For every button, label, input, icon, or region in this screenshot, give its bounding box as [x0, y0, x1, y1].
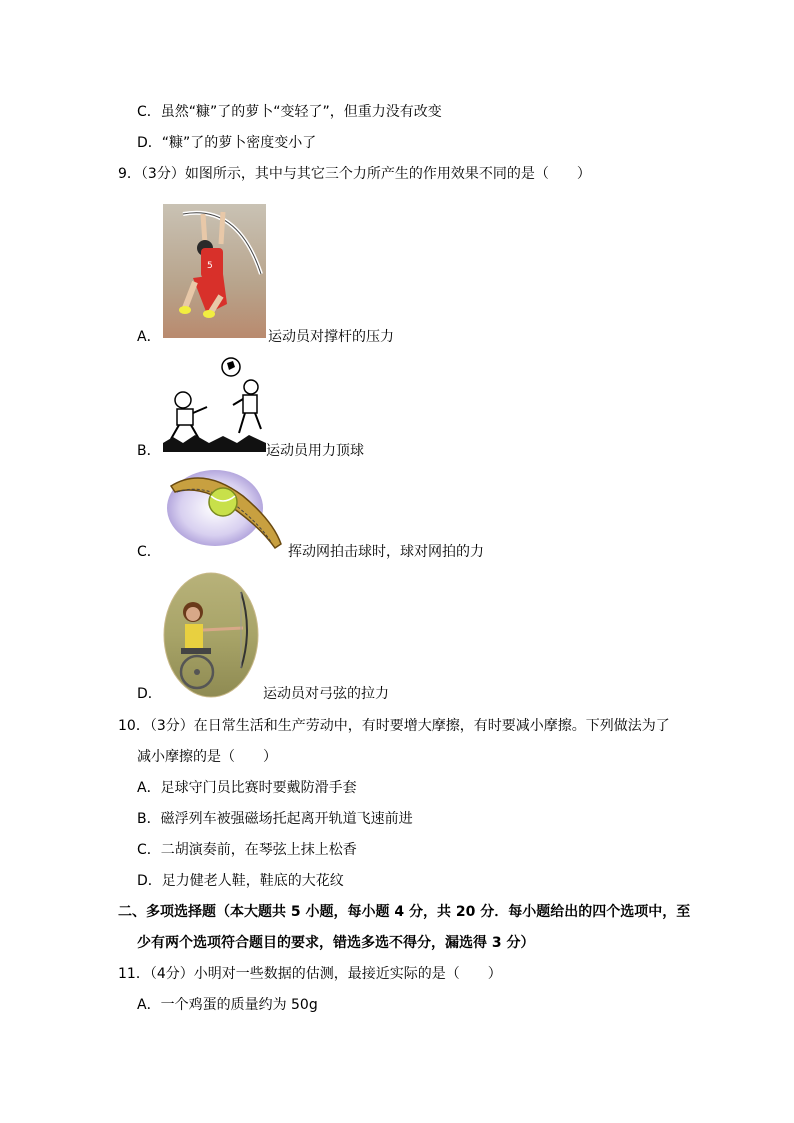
q10-option-b: B．磁浮列车被强磁场托起离开轨道飞速前进 [137, 811, 413, 827]
pole-vault-image [163, 204, 266, 338]
bib-number: 5 [207, 261, 213, 271]
q8-option-d: D．“糠”了的萝卜密度变小了 [137, 135, 317, 151]
q10-option-a: A．足球守门员比赛时要戴防滑手套 [137, 780, 357, 796]
q10-option-d: D．足力健老人鞋，鞋底的大花纹 [137, 873, 344, 889]
q8-option-c: C．虽然“糠”了的萝卜“变轻了”，但重力没有改变 [137, 104, 442, 120]
section2-heading-line2: 少有两个选项符合题目的要求，错选多选不得分，漏选得 3 分） [137, 935, 535, 951]
q9-option-b-letter: B． [137, 443, 161, 459]
heading-ball-cartoon [163, 355, 266, 452]
section2-heading-line1: 二、多项选择题（本大题共 5 小题，每小题 4 分，共 20 分．每小题给出的四个选项中，至 [118, 904, 691, 920]
q10-option-c: C．二胡演奏前，在琴弦上抹上松香 [137, 842, 357, 858]
q11-option-a: A．一个鸡蛋的质量约为 50g [137, 997, 318, 1013]
q9-option-d-text: 运动员对弓弦的拉力 [263, 686, 389, 702]
q9-option-d-letter: D． [137, 686, 162, 702]
q9-stem: 9．（3分）如图所示，其中与其它三个力所产生的作用效果不同的是（ ） [118, 166, 591, 182]
archer-wheelchair-image [163, 572, 259, 698]
tennis-racket-image [163, 466, 285, 556]
q10-stem-line1: 10．（3分）在日常生活和生产劳动中，有时要增大摩擦，有时要减小摩擦。下列做法为了 [118, 718, 670, 734]
q9-option-b-text: 运动员用力顶球 [266, 443, 364, 459]
q9-option-c-text: 挥动网拍击球时，球对网拍的力 [288, 544, 484, 560]
q10-stem-line2: 减小摩擦的是（ ） [137, 749, 277, 765]
q9-option-a-text: 运动员对撑杆的压力 [268, 329, 394, 345]
q9-option-a-letter: A． [137, 329, 161, 345]
q11-stem: 11．（4分）小明对一些数据的估测，最接近实际的是（ ） [118, 966, 502, 982]
q9-option-c-letter: C． [137, 544, 161, 560]
